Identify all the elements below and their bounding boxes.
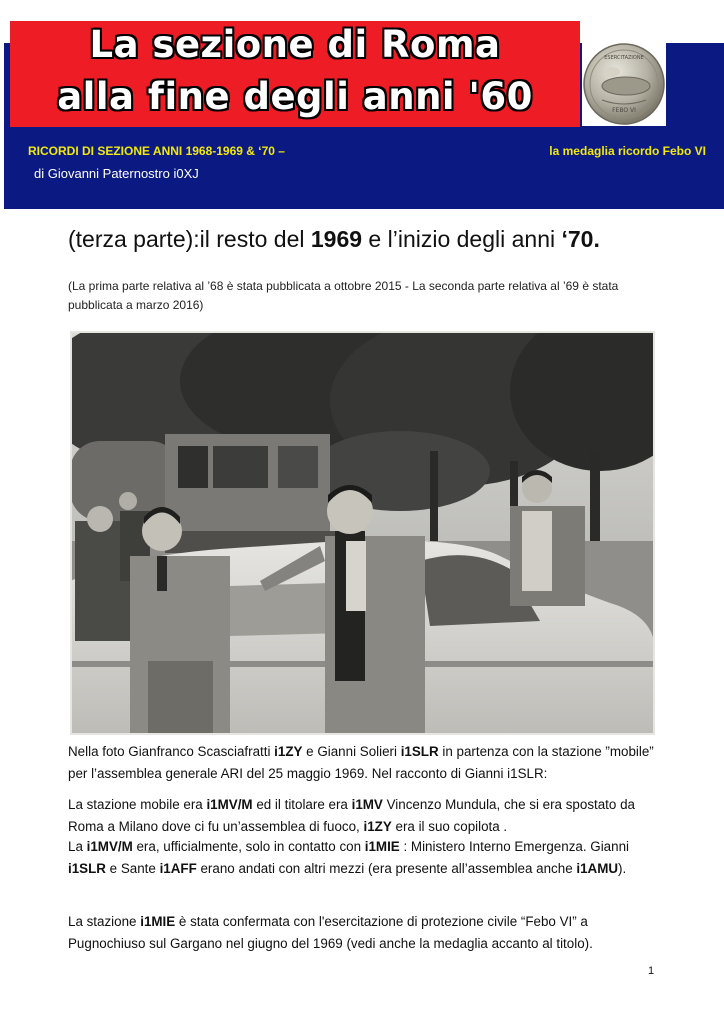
author-line: di Giovanni Paternostro i0XJ	[34, 166, 199, 181]
text-run: La stazione	[68, 914, 141, 929]
title-line-1: La sezione di Roma	[89, 23, 501, 66]
text-run: e Gianni Solieri	[302, 744, 401, 759]
paragraph-mobile-station	[68, 794, 668, 837]
text-run: Vincenzo Mundula, che si era spostato da Roma a Milano dove ci fu un’assemblea di fuoco,	[68, 797, 635, 834]
paragraph-caption	[68, 741, 668, 784]
heading-year2: ‘70.	[561, 226, 600, 252]
text-run: in partenza con la stazione ”mobile” per l’assemblea generale ARI del 25 maggio 1969. Nel racconto di Gianni i1SLR:	[68, 744, 654, 781]
text-run: Nella foto Gianfranco Scasciafratti	[68, 744, 275, 759]
callsign: i1MIE	[364, 839, 400, 854]
callsign: i1ZY	[274, 744, 303, 759]
callsign: i1SLR	[400, 744, 439, 759]
callsign: i1AMU	[576, 860, 619, 876]
heading-year1: 1969	[310, 226, 363, 252]
text-run: era, ufficialmente, solo in contatto con	[132, 839, 365, 854]
text-run: ed il titolare era	[252, 797, 352, 812]
text-run: La	[68, 839, 87, 854]
title-box	[10, 21, 580, 127]
svg-text:ESERCITAZIONE: ESERCITAZIONE	[604, 55, 644, 61]
paragraph-contact	[68, 836, 668, 879]
heading-part2: e l’inizio degli anni	[362, 226, 562, 252]
callsign: i1MV/M	[206, 797, 253, 812]
callsign: i1SLR	[68, 860, 106, 876]
text-run: e Sante	[105, 860, 160, 876]
text-run: erano andati con altri mezzi (era presente all’assemblea anche	[196, 860, 577, 876]
medal-image	[582, 42, 666, 126]
callsign: i1MV	[351, 797, 383, 812]
historical-photo	[70, 331, 655, 735]
heading-part1: (terza parte):il resto del	[68, 226, 311, 252]
subtitle-right: la medaglia ricordo Febo VI	[549, 144, 706, 158]
callsign: i1MV/M	[86, 839, 133, 854]
paragraph-febo	[68, 911, 668, 954]
title-line-2: alla fine degli anni '60	[57, 75, 533, 118]
text-run: era il suo copilota .	[391, 818, 508, 834]
article-heading	[68, 226, 600, 253]
text-run: ).	[618, 860, 627, 876]
medal-icon	[582, 42, 666, 126]
callsign: i1MIE	[140, 914, 176, 929]
text-run: La stazione mobile era	[68, 797, 207, 812]
publication-note: (La prima parte relativa al ’68 è stata pubblicata a ottobre 2015 - La seconda parte relativa al ’69 è stata pubblicata a marzo 2016)	[68, 279, 619, 312]
callsign: i1ZY	[363, 818, 392, 834]
subtitle-left: RICORDI DI SEZIONE ANNI 1968-1969 & ‘70 –	[28, 144, 285, 158]
page-number: 1	[648, 965, 655, 977]
text-run: è stata confermata con l'esercitazione di protezione civile “Febo VI” a Pugnochiuso sul Gargano nel giugno del 1969 (vedi anche la medaglia accanto al titolo).	[68, 914, 593, 951]
svg-text:FEBO VI: FEBO VI	[612, 107, 636, 114]
callsign: i1AFF	[159, 860, 197, 876]
text-run: : Ministero Interno Emergenza. Gianni	[399, 839, 629, 854]
